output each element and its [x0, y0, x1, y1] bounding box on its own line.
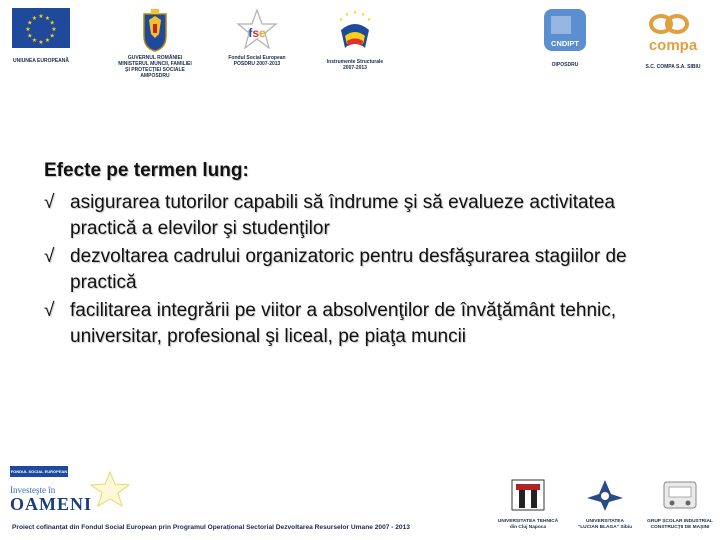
- eu-caption: UNIUNEA EUROPEANĂ: [13, 58, 69, 64]
- fse-caption: Fondul Social European POSDRU 2007-2013: [228, 55, 286, 67]
- utc-logo: [488, 478, 568, 531]
- grup-scolar-logo: [640, 478, 720, 531]
- svg-text:★: ★: [38, 13, 44, 20]
- compa-caption: S.C. COMPA S.A. SIBIU: [645, 64, 701, 70]
- checkmark-bullet-icon: √: [44, 246, 55, 267]
- checkmark-bullet-icon: √: [44, 192, 55, 213]
- oameni-label: OAMENI: [10, 494, 92, 514]
- cndipt-logo-icon: [543, 8, 587, 52]
- utc-logo-icon: [508, 478, 548, 512]
- eu-flag-icon: [12, 8, 70, 48]
- checkmark-bullet-icon: √: [44, 300, 55, 321]
- investeste-in-oameni-logo: [10, 466, 140, 513]
- svg-text:★: ★: [338, 17, 344, 23]
- star-icon: [88, 470, 132, 508]
- svg-text:★: ★: [49, 32, 55, 40]
- romania-crest-icon: [140, 8, 170, 52]
- list-item-text: dezvoltarea cadrului organizatoric pentru desfăşurarea stagiilor de practică: [70, 246, 627, 293]
- cndipt-label: CNDIPT: [551, 39, 579, 48]
- government-logo: [105, 8, 205, 79]
- list-item: [44, 298, 684, 350]
- svg-text:★: ★: [49, 19, 55, 27]
- fse-bar: FONDUL SOCIAL EUROPEAN: [10, 466, 68, 477]
- page-title: Efecte pe termen lung:: [44, 160, 249, 181]
- svg-text:★: ★: [344, 12, 350, 18]
- list-item: [44, 190, 684, 242]
- ulb-caption: UNIVERSITATEA "LUCIAN BLAGA" Sibiu: [577, 519, 633, 530]
- svg-text:★: ★: [366, 17, 372, 23]
- grup-scolar-logo-icon: [660, 478, 700, 512]
- svg-text:fse: fse: [248, 26, 266, 40]
- svg-text:★: ★: [44, 37, 51, 45]
- svg-text:★: ★: [27, 32, 33, 40]
- ulb-logo: [566, 478, 644, 531]
- compa-label: compa: [648, 37, 698, 54]
- fse-logo-icon: [236, 8, 278, 52]
- svg-text:★: ★: [51, 26, 57, 33]
- eu-logo: [12, 8, 70, 64]
- svg-text:★: ★: [31, 14, 38, 22]
- svg-text:★: ★: [352, 10, 358, 16]
- instrumente-structurale-caption: Instrumente Structurale 2007-2013: [326, 59, 384, 71]
- svg-text:★: ★: [38, 39, 44, 46]
- instrumente-structurale-logo: [325, 8, 385, 71]
- list-item-text: asigurarea tutorilor capabili să îndrume şi să evalueze activitatea practică a elevilor şi studenţilor: [70, 192, 615, 239]
- instrumente-structurale-icon: [333, 8, 377, 56]
- svg-text:★: ★: [31, 37, 38, 45]
- svg-text:★: ★: [27, 19, 33, 27]
- ulb-logo-icon: [583, 478, 627, 512]
- grup-scolar-caption: GRUP ȘCOLAR INDUSTRIAL CONSTRUCȚII DE MAȘINI: [647, 519, 713, 530]
- main-content: [44, 160, 684, 352]
- utc-caption: UNIVERSITATEA TEHNICĂ din Cluj Napoca: [497, 519, 559, 530]
- svg-text:★: ★: [360, 12, 366, 18]
- list-item-text: facilitarea integrării pe viitor a absolvenţilor de învăţământ tehnic, universitar, profesional şi liceal, pe piaţa muncii: [70, 300, 617, 347]
- compa-logo-icon: [633, 8, 713, 56]
- government-caption: GUVERNUL ROMÂNIEI MINISTERUL MUNCII, FAMILIEI ȘI PROTECȚIEI SOCIALE AMPOSDRU: [118, 55, 192, 79]
- svg-text:★: ★: [44, 14, 51, 22]
- svg-text:★: ★: [25, 26, 31, 33]
- cndipt-caption: OIPOSDRU: [551, 62, 579, 68]
- compa-logo: [630, 8, 716, 70]
- cndipt-logo: [540, 8, 590, 68]
- list-item: [44, 244, 684, 296]
- fse-logo: [222, 8, 292, 67]
- cofinantare-text: Proiect cofinanțat din Fondul Social European prin Programul Operațional Sectorial Dezvoltarea Resurselor Umane 2007 - 2013: [12, 524, 410, 531]
- investeste-label: Investeşte în: [10, 485, 56, 495]
